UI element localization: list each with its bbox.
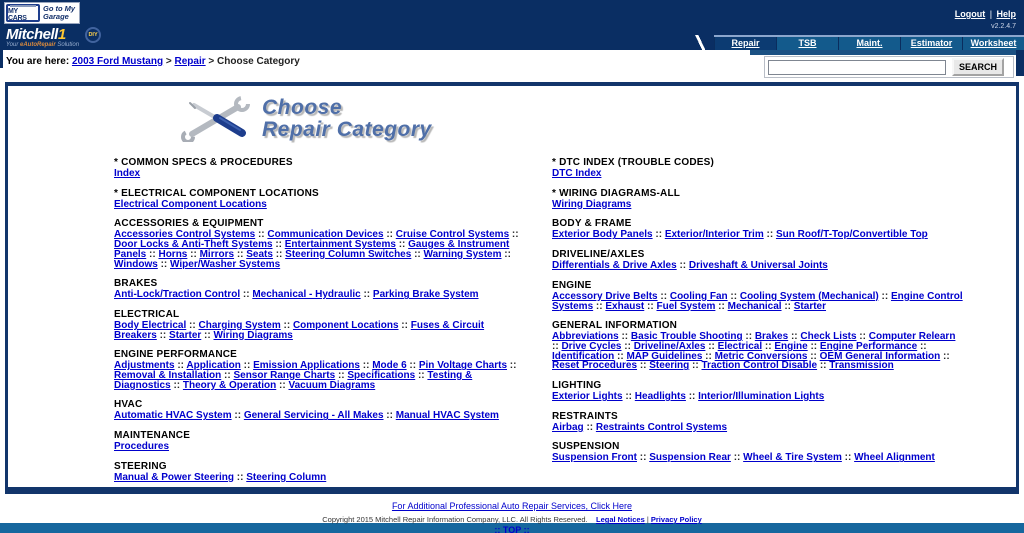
help-link[interactable]: Help: [996, 9, 1016, 19]
crossed-tools-icon: [180, 96, 252, 142]
category-link[interactable]: Transmission: [829, 360, 894, 372]
category-link[interactable]: Steering Column: [246, 471, 327, 483]
breadcrumb: You are here: 2003 Ford Mustang > Repair > Choose Category: [6, 56, 300, 67]
diagonal-slash-decoration: [692, 35, 708, 50]
category-link[interactable]: Electrical Component Locations: [114, 198, 267, 210]
main-content: [5, 82, 1019, 494]
category-link[interactable]: Traction Control Disable: [701, 360, 818, 372]
category-link[interactable]: Sun Roof/T-Top/Convertible Top: [775, 229, 928, 241]
tab-worksheet[interactable]: Worksheet: [962, 37, 1024, 50]
category-heading: ELECTRICAL: [114, 308, 180, 320]
privacy-policy-link[interactable]: Privacy Policy: [650, 515, 702, 524]
category-link[interactable]: Headlights: [634, 391, 686, 403]
category-link[interactable]: Airbag: [552, 421, 584, 433]
category-link[interactable]: Wiper/Washer Systems: [170, 258, 281, 270]
category-link[interactable]: Mirrors: [199, 248, 235, 260]
category-link[interactable]: Specifications: [347, 370, 416, 382]
category-link[interactable]: Communication Devices: [267, 229, 384, 241]
back-to-top-link[interactable]: :: TOP ::: [494, 525, 530, 533]
category-link[interactable]: Adjustments: [114, 360, 175, 372]
category-links: [552, 169, 964, 179]
category-links: [114, 442, 526, 452]
category-link[interactable]: Steering Column Switches: [285, 248, 412, 260]
category-links: [114, 200, 526, 210]
category-link[interactable]: Testing & Diagnostics: [114, 370, 473, 391]
category-link[interactable]: Cooling Fan: [669, 290, 728, 302]
category-heading: ENGINE: [552, 279, 592, 291]
category-links: Exterior Lights :: Headlights :: Interior/Illumination Lights: [552, 391, 825, 403]
search-input[interactable]: [768, 60, 946, 75]
category-links: Exterior Body Panels :: Exterior/Interior Trim :: Sun Roof/T-Top/Convertible Top: [552, 229, 928, 241]
category-link[interactable]: Exterior Body Panels: [552, 229, 653, 241]
page-header: [180, 94, 1016, 144]
category-link[interactable]: Mechanical - Hydraulic: [252, 289, 361, 301]
category-links: Anti-Lock/Traction Control :: Mechanical - Hydraulic :: Parking Brake System: [114, 289, 479, 301]
category-link[interactable]: Accessories Control Systems: [114, 229, 256, 241]
breadcrumb-current: Choose Category: [217, 56, 300, 67]
category-link[interactable]: Accessory Drive Belts: [552, 290, 658, 302]
category-section: [114, 350, 526, 390]
category-link[interactable]: Electrical: [717, 340, 763, 352]
category-section: [552, 189, 964, 210]
category-link[interactable]: Pin Voltage Charts: [418, 360, 508, 372]
category-links: Automatic HVAC System :: General Servicing - All Makes :: Manual HVAC System: [114, 410, 499, 422]
go-to-garage-label: Go to My Garage: [43, 3, 76, 21]
category-link[interactable]: Wiring Diagrams: [552, 198, 632, 210]
category-link[interactable]: Engine: [774, 340, 808, 352]
category-links: Suspension Front :: Suspension Rear :: Wheel & Tire System :: Wheel Alignment: [552, 452, 935, 464]
breadcrumb-repair-link[interactable]: Repair: [174, 56, 206, 67]
category-heading: HVAC: [114, 399, 143, 411]
category-section: [552, 442, 964, 463]
category-link[interactable]: Starter: [793, 300, 827, 312]
category-link[interactable]: Exhaust: [605, 300, 645, 312]
category-link[interactable]: Charging System: [198, 319, 281, 331]
category-column-left: [114, 158, 526, 494]
category-link[interactable]: Mode 6: [372, 360, 407, 372]
category-link[interactable]: Removal & Installation: [114, 370, 222, 382]
category-link[interactable]: Anti-Lock/Traction Control: [114, 289, 241, 301]
category-heading: BODY & FRAME: [552, 218, 632, 230]
logout-link[interactable]: Logout: [954, 9, 986, 19]
category-heading: STEERING: [114, 460, 167, 472]
category-heading: ACCESSORIES & EQUIPMENT: [114, 218, 264, 230]
category-links: Abbreviations :: Basic Trouble Shooting :: Brakes :: Check Lists :: Computer Relearn :: Drive Cycles :: Driveline/Axles :: Electrical :: Engine :: Engine Performance :: Identification :: MAP Guidelines :: Metric Conversions :: OEM General Information :: Reset Procedures :: Steering :: Traction Control Disable :: Transmission: [552, 331, 956, 372]
category-links: [552, 200, 964, 210]
category-section: [114, 158, 526, 179]
category-link[interactable]: Exterior/Interior Trim: [664, 229, 764, 241]
category-heading: ENGINE PERFORMANCE: [114, 349, 238, 361]
category-links: Adjustments :: Application :: Emission Applications :: Mode 6 :: Pin Voltage Charts :: Removal & Installation :: Sensor Range Charts :: Specifications :: Testing & Diagnostics :: Theory & Operation :: Vacuum Diagrams: [114, 360, 517, 391]
logo-tagline: Your eAutoRepair Solution: [6, 42, 80, 48]
license-plate-icon: [6, 4, 40, 22]
category-link[interactable]: Drive Cycles: [561, 340, 622, 352]
category-section: [114, 462, 526, 483]
category-heading: * COMMON SPECS & PROCEDURES: [114, 157, 293, 168]
nav-tabs: [714, 35, 1024, 50]
category-section: [552, 158, 964, 179]
category-link[interactable]: Automatic HVAC System: [114, 410, 232, 422]
category-link[interactable]: Wheel Alignment: [854, 452, 935, 464]
category-section: [552, 321, 964, 371]
category-section: [114, 400, 526, 421]
category-link[interactable]: Fuel System: [656, 300, 716, 312]
category-link[interactable]: Cooling System (Mechanical): [739, 290, 879, 302]
category-heading: * ELECTRICAL COMPONENT LOCATIONS: [114, 187, 319, 199]
category-link[interactable]: Suspension Front: [552, 452, 637, 464]
category-section: [552, 412, 964, 433]
category-links: Manual & Power Steering :: Steering Column: [114, 471, 327, 483]
category-link[interactable]: Restraints Control Systems: [595, 421, 728, 433]
mitchell1-logo: Mitchell1 Your eAutoRepair Solution DIY: [6, 27, 101, 49]
tab-tsb[interactable]: TSB: [776, 37, 838, 50]
category-link[interactable]: Check Lists: [800, 331, 857, 343]
category-link[interactable]: DTC Index: [552, 168, 602, 179]
category-link[interactable]: Engine Control Systems: [552, 290, 963, 312]
category-heading: DRIVELINE/AXLES: [552, 249, 645, 261]
category-link[interactable]: Metric Conversions: [714, 350, 808, 362]
breadcrumb-vehicle-link[interactable]: 2003 Ford Mustang: [71, 56, 164, 67]
top-bar: [0, 0, 1024, 50]
category-link[interactable]: Exterior Lights: [552, 391, 623, 403]
search-button[interactable]: SEARCH: [952, 58, 1004, 76]
category-links: Body Electrical :: Charging System :: Component Locations :: Fuses & Circuit Breakers :: Starter :: Wiring Diagrams: [114, 319, 485, 341]
category-link[interactable]: Driveshaft & Universal Joints: [688, 260, 828, 272]
category-link[interactable]: Cruise Control Systems: [395, 229, 510, 241]
category-heading: SUSPENSION: [552, 441, 620, 453]
category-link[interactable]: Vacuum Diagrams: [288, 379, 376, 391]
category-section: [114, 219, 526, 269]
category-links: Airbag :: Restraints Control Systems: [552, 421, 728, 433]
page-title: Choose Repair Category: [262, 96, 432, 141]
category-link[interactable]: Application: [186, 360, 241, 372]
plate-label: MY CARS: [8, 7, 27, 22]
category-link[interactable]: Component Locations: [292, 319, 399, 331]
category-link[interactable]: Entertainment Systems: [284, 239, 396, 251]
category-section: [114, 189, 526, 210]
category-column-right: [552, 158, 964, 494]
category-link[interactable]: Starter: [169, 329, 202, 341]
category-link[interactable]: Gauges & Instrument Panels: [114, 239, 510, 260]
footer: [0, 494, 1024, 533]
category-link[interactable]: Windows: [114, 258, 158, 270]
category-link[interactable]: Abbreviations: [552, 331, 619, 343]
category-link[interactable]: Theory & Operation: [182, 379, 277, 391]
tab-estimator[interactable]: Estimator: [900, 37, 962, 50]
category-heading: MAINTENANCE: [114, 430, 191, 442]
category-link[interactable]: Manual HVAC System: [395, 410, 499, 422]
category-heading: BRAKES: [114, 278, 158, 290]
category-link[interactable]: Door Locks & Anti-Theft Systems: [114, 239, 273, 251]
category-link[interactable]: MAP Guidelines: [626, 350, 703, 362]
sub-bar: [0, 50, 1024, 82]
category-heading: * DTC INDEX (TROUBLE CODES): [552, 157, 715, 168]
version-label: v2.2.4.7: [991, 23, 1016, 30]
category-link[interactable]: Engine Performance: [819, 340, 918, 352]
legal-notices-link[interactable]: Legal Notices: [595, 515, 645, 524]
category-links: Accessories Control Systems :: Communication Devices :: Cruise Control Systems :: Door Locks & Anti-Theft Systems :: Entertainment Systems :: Gauges & Instrument Panels :: Horns :: Mirrors :: Seats :: Steering Column Switches :: Warning System :: Windows :: Wiper/Washer Systems: [114, 229, 519, 270]
category-link[interactable]: Differentials & Drive Axles: [552, 260, 677, 272]
category-link[interactable]: Body Electrical: [114, 319, 187, 331]
session-links: Logout | Help v2.2.4.7: [954, 9, 1016, 30]
category-section: [552, 219, 964, 240]
category-link[interactable]: Basic Trouble Shooting: [630, 331, 743, 343]
category-link[interactable]: Identification: [552, 350, 615, 362]
category-link[interactable]: Warning System: [423, 248, 502, 260]
category-heading: RESTRAINTS: [552, 410, 618, 422]
category-section: [114, 431, 526, 452]
category-link[interactable]: Reset Procedures: [552, 360, 638, 372]
category-heading: GENERAL INFORMATION: [552, 320, 678, 332]
category-heading: LIGHTING: [552, 380, 602, 392]
category-link[interactable]: Mechanical: [727, 300, 782, 312]
copyright-line: Copyright 2015 Mitchell Repair Information Company, LLC. All Rights Reserved. Legal Notices | Privacy Policy: [322, 515, 702, 524]
category-link[interactable]: Interior/Illumination Lights: [698, 391, 825, 403]
category-link[interactable]: Sensor Range Charts: [233, 370, 336, 382]
category-link[interactable]: Emission Applications: [253, 360, 360, 372]
category-links: Accessory Drive Belts :: Cooling Fan :: Cooling System (Mechanical) :: Engine Control Systems :: Exhaust :: Fuel System :: Mechanical :: Starter: [552, 290, 963, 312]
category-link[interactable]: Procedures: [114, 441, 170, 453]
category-link[interactable]: Computer Relearn: [868, 331, 956, 343]
category-section: [114, 279, 526, 300]
category-link[interactable]: Horns: [158, 248, 188, 260]
category-link[interactable]: Brakes: [754, 331, 789, 343]
category-section: [552, 250, 964, 271]
category-section: [552, 281, 964, 311]
category-link[interactable]: Index: [114, 168, 141, 179]
tab-maint[interactable]: Maint.: [838, 37, 900, 50]
category-link[interactable]: Manual & Power Steering: [114, 471, 235, 483]
category-columns: [8, 158, 1016, 494]
category-link[interactable]: Seats: [246, 248, 273, 260]
category-link[interactable]: Steering: [649, 360, 690, 372]
category-heading: * WIRING DIAGRAMS-ALL: [552, 187, 681, 199]
category-link[interactable]: Driveline/Axles: [633, 340, 706, 352]
category-link[interactable]: Wheel & Tire System: [743, 452, 842, 464]
category-link[interactable]: Wiring Diagrams: [213, 329, 293, 341]
professional-services-link[interactable]: For Additional Professional Auto Repair Services, Click Here: [391, 501, 633, 511]
category-links: [114, 169, 526, 179]
category-link[interactable]: General Servicing - All Makes: [243, 410, 384, 422]
category-link[interactable]: Parking Brake System: [372, 289, 479, 301]
category-section: [114, 310, 526, 340]
my-garage-button[interactable]: [4, 2, 80, 24]
diy-badge: DIY: [85, 27, 101, 43]
category-link[interactable]: OEM General Information: [819, 350, 941, 362]
category-link[interactable]: Fuses & Circuit Breakers: [114, 319, 485, 341]
tab-repair[interactable]: Repair: [714, 37, 776, 50]
category-section: [552, 381, 964, 402]
category-links: Differentials & Drive Axles :: Driveshaft & Universal Joints: [552, 260, 828, 272]
category-link[interactable]: Suspension Rear: [649, 452, 731, 464]
search-panel: [764, 56, 1014, 78]
